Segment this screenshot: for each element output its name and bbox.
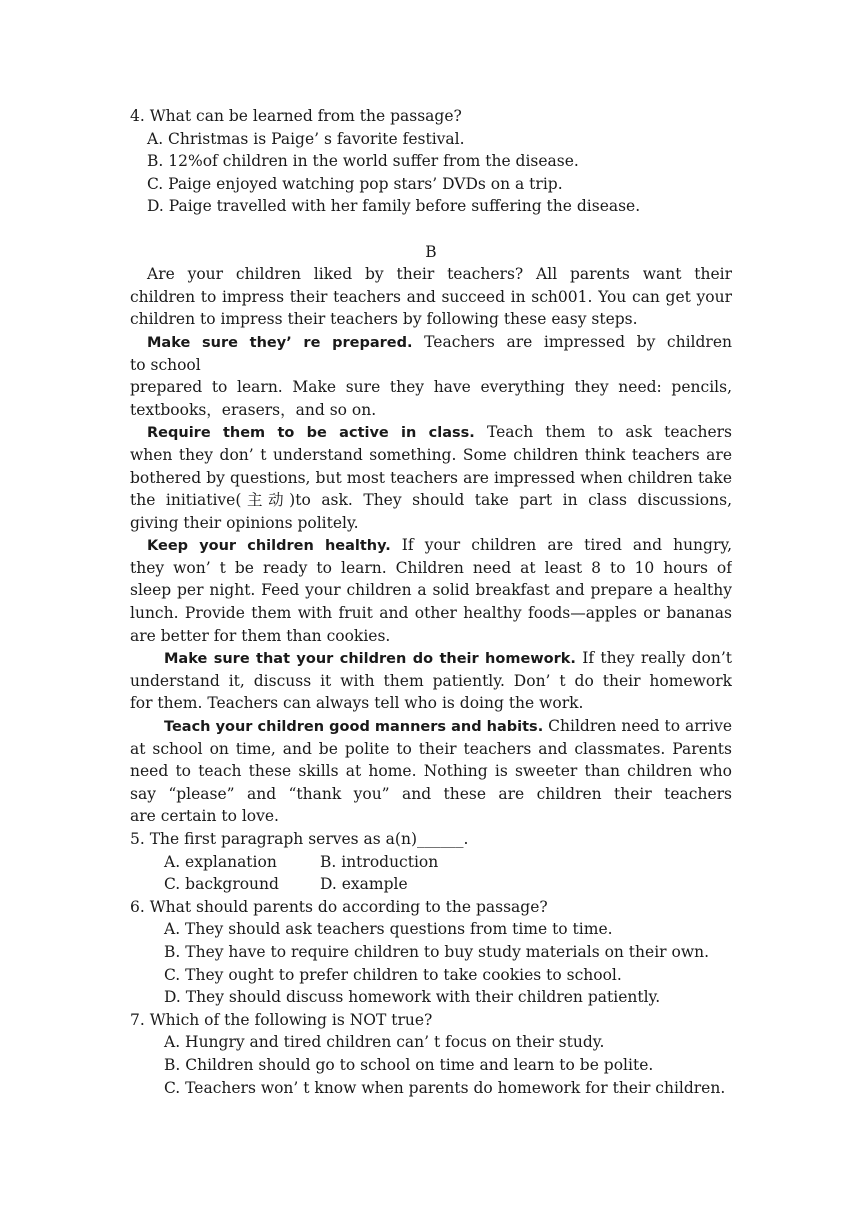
q6-stem: 6. What should parents do according to the passage? xyxy=(130,897,548,916)
paragraph-4-line: understand it, discuss it with them patiently. Don’ t do their homework xyxy=(130,671,732,690)
q6-option-b: B. They have to require children to buy study materials on their own. xyxy=(164,942,709,961)
paragraph-1-line: textbooks，erasers，and so on. xyxy=(130,400,377,419)
q4-option-c: C. Paige enjoyed watching pop stars’ DVDs on a trip. xyxy=(147,174,563,193)
paragraph-4-heading: Make sure that your children do their homework. xyxy=(164,651,576,668)
paragraph-2-line: giving their opinions politely. xyxy=(130,513,359,532)
intro-line: Are your children liked by their teachers? All parents want their xyxy=(147,265,732,284)
q6-option-d: D. They should discuss homework with their children patiently. xyxy=(164,988,661,1007)
text-column xyxy=(130,105,732,1099)
paragraph-3-line: Keep your children healthy. If your children are tired and hungry, xyxy=(147,536,732,555)
paragraph-5-line: need to teach these skills at home. Nothing is sweeter than children who xyxy=(130,762,732,781)
intro-line: children to impress their teachers and succeed in sch001. You can get your xyxy=(130,287,732,306)
paragraph-3-line: are better for them than cookies. xyxy=(130,626,391,645)
q5-option-c: C. background xyxy=(164,875,279,894)
paragraph-2-line: Require them to be active in class. Teach them to ask teachers xyxy=(147,423,732,442)
q7-option-c: C. Teachers won’ t know when parents do homework for their children. xyxy=(164,1078,726,1097)
paragraph-2-line: bothered by questions, but most teachers are impressed when children take xyxy=(130,468,732,487)
q7-option-b: B. Children should go to school on time and learn to be polite. xyxy=(164,1055,654,1074)
paragraph-2-line: when they don’ t understand something. Some children think teachers are xyxy=(130,445,732,464)
paragraph-4-line: Make sure that your children do their homework. If they really don’t xyxy=(164,649,732,668)
q5-option-b: B. introduction xyxy=(320,852,439,871)
paragraph-5-heading: Teach your children good manners and habits. xyxy=(164,719,544,736)
q5-options-row xyxy=(130,873,732,896)
paragraph-2-heading: Require them to be active in class. xyxy=(147,425,475,442)
paragraph-4-line: for them. Teachers can always tell who is doing the work. xyxy=(130,694,584,713)
q5-option-d: D. example xyxy=(320,875,408,894)
paragraph-5-line: at school on time, and be polite to their teachers and classmates. Parents xyxy=(130,739,732,758)
paragraph-3-line: sleep per night. Feed your children a solid breakfast and prepare a healthy xyxy=(130,581,732,600)
q4-option-b: B. 12%of children in the world suffer from the disease. xyxy=(147,152,579,171)
q7-option-a: A. Hungry and tired children can’ t focus on their study. xyxy=(164,1033,605,1052)
paragraph-1-heading: Make sure they’ re prepared. xyxy=(147,334,413,351)
paragraph-3-line: lunch. Provide them with fruit and other healthy foods—apples or bananas xyxy=(130,604,732,623)
intro-line: children to impress their teachers by following these easy steps. xyxy=(130,310,638,329)
q7-stem: 7. Which of the following is NOT true? xyxy=(130,1010,433,1029)
section-label: B xyxy=(425,242,437,261)
paragraph-1-line: to school xyxy=(130,355,201,374)
paragraph-5-line: Teach your children good manners and habits. Children need to arrive xyxy=(164,717,732,736)
q4-stem: 4. What can be learned from the passage? xyxy=(130,107,462,125)
q4-option-d: D. Paige travelled with her family before suffering the disease. xyxy=(147,197,641,216)
paragraph-5-line: say “please” and “thank you” and these are children their teachers xyxy=(130,784,732,803)
q5-option-a: A. explanation xyxy=(164,852,277,871)
q6-option-c: C. They ought to prefer children to take cookies to school. xyxy=(164,965,622,984)
paragraph-3-heading: Keep your children healthy. xyxy=(147,538,391,555)
paragraph-2-line: the initiative(主动)to ask. They should take part in class discussions, xyxy=(130,491,732,510)
paragraph-1-line: Make sure they’ re prepared. Teachers are impressed by children xyxy=(147,332,732,351)
q4-option-a: A. Christmas is Paige’ s favorite festival. xyxy=(147,129,465,148)
q5-options-row xyxy=(130,851,732,874)
paragraph-3-line: they won’ t be ready to learn. Children need at least 8 to 10 hours of xyxy=(130,558,732,577)
q6-option-a: A. They should ask teachers questions from time to time. xyxy=(164,920,613,939)
q5-stem: 5. The first paragraph serves as a(n)______. xyxy=(130,830,469,848)
paragraph-1-line: prepared to learn. Make sure they have everything they need: pencils, xyxy=(130,378,732,397)
paragraph-5-line: are certain to love. xyxy=(130,807,279,826)
spacer xyxy=(130,218,732,241)
